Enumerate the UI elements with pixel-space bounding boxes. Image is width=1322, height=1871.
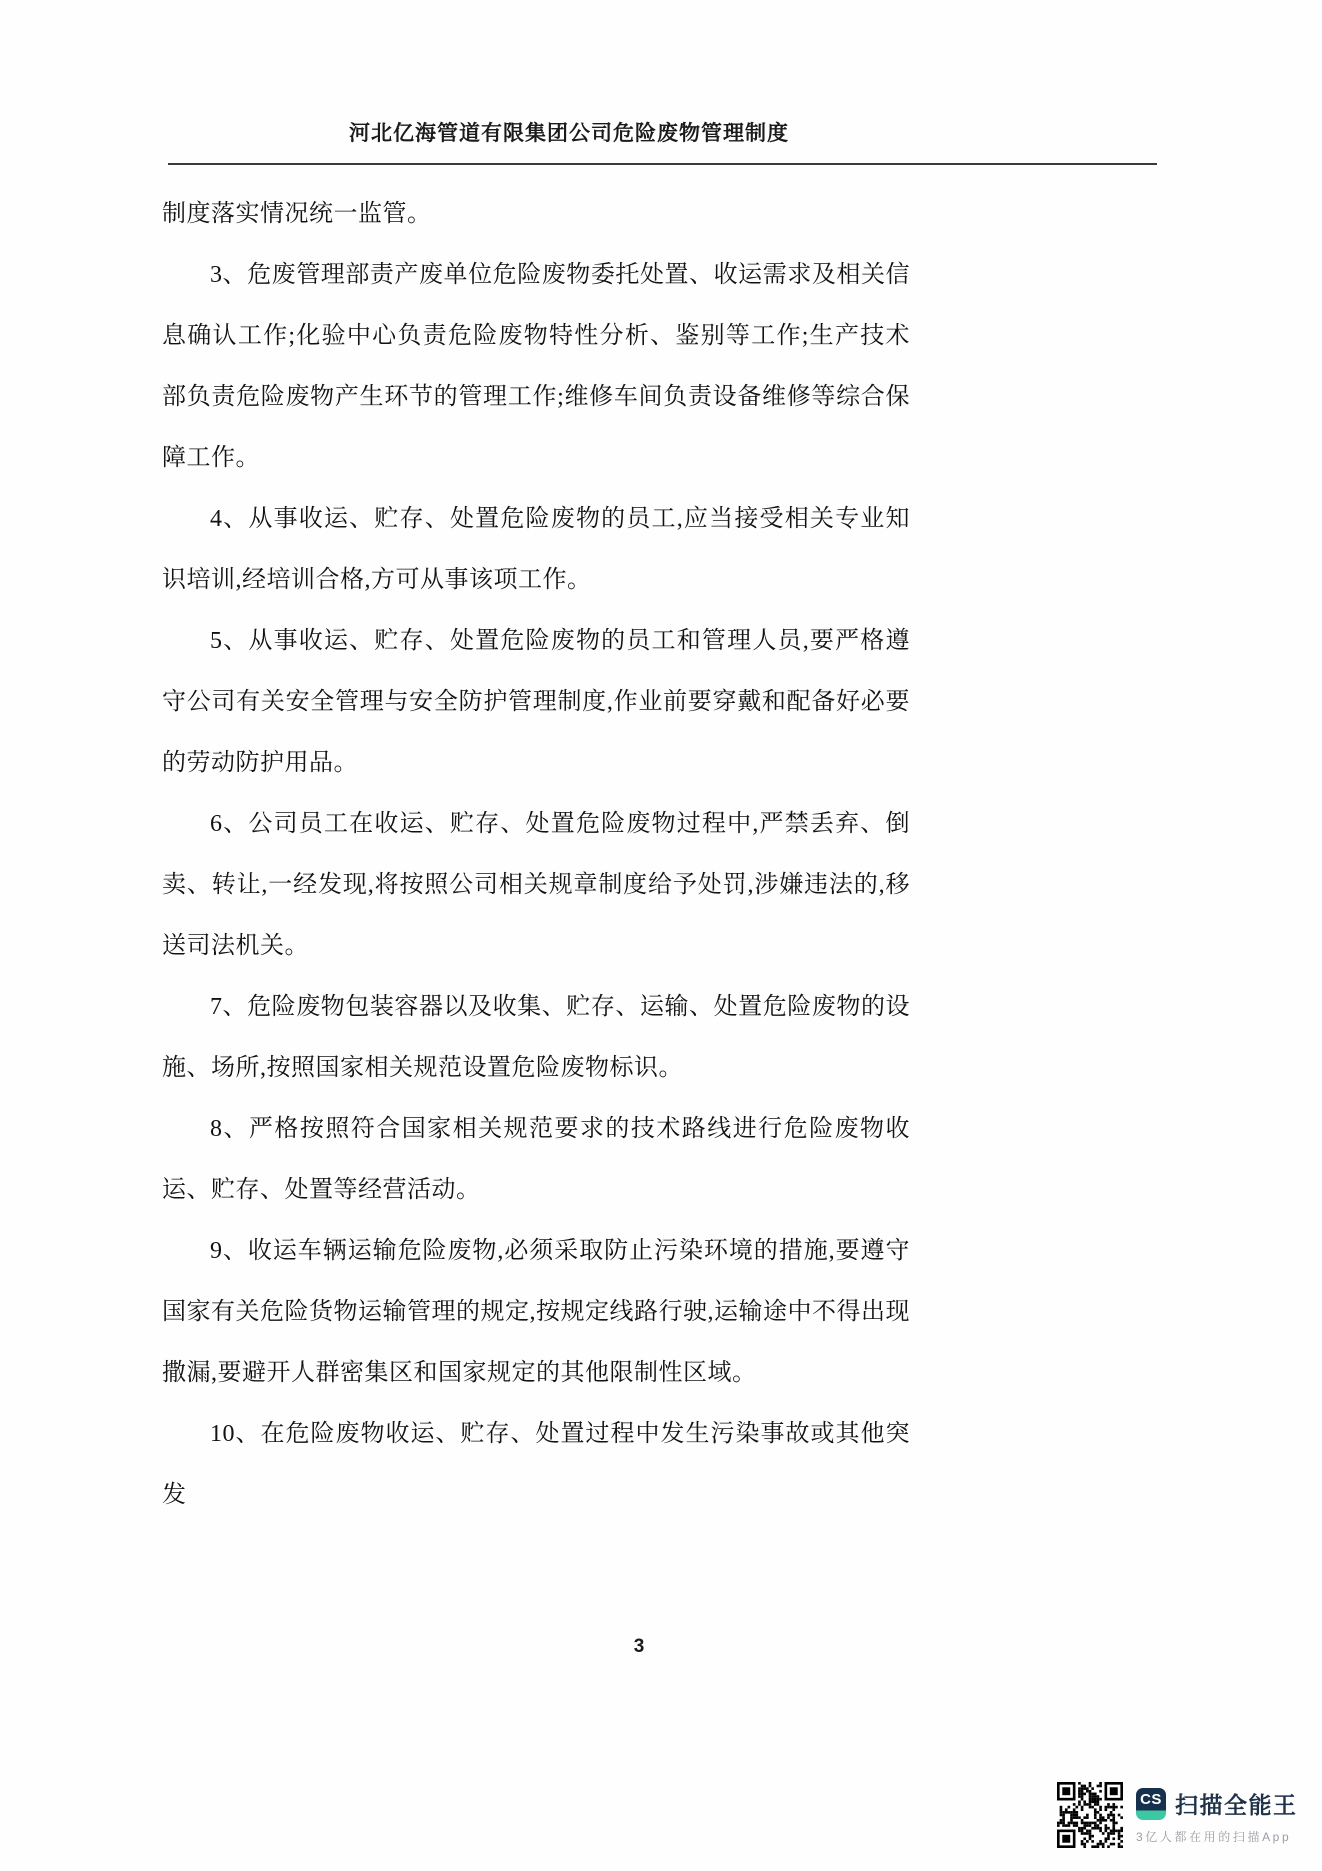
header-title: 河北亿海管道有限集团公司危险废物管理制度 [349,121,789,145]
paragraph-item-4: 4、从事收运、贮存、处置危险废物的员工,应当接受相关专业知识培训,经培训合格,方可从事该项工作。 [162,506,910,593]
paragraph-item-10: 10、在危险废物收运、贮存、处置过程中发生污染事故或其他突发 [162,1421,910,1508]
paragraph-item-6: 6、公司员工在收运、贮存、处置危险废物过程中,严禁丢弃、倒卖、转让,一经发现,将按照公司相关规章制度给予处罚,涉嫌违法的,移送司法机关。 [162,811,910,959]
page-number: 3 [633,1636,645,1657]
camscanner-logo-text: CS [1140,1790,1162,1808]
document-body [162,184,910,1526]
camscanner-app-name: 扫描全能王 [1175,1792,1298,1818]
paragraph-item-5: 5、从事收运、贮存、处置危险废物的员工和管理人员,要严格遵守公司有关安全管理与安全防护管理制度,作业前要穿戴和配备好必要的劳动防护用品。 [162,628,910,776]
camscanner-branding [1136,1782,1298,1845]
camscanner-watermark [1057,1782,1298,1848]
paragraph-continuation: 制度落实情况统一监管。 [162,201,432,227]
camscanner-logo-icon [1136,1788,1166,1820]
paragraph-item-3: 3、危废管理部责产废单位危险废物委托处置、收运需求及相关信息确认工作;化验中心负责危险废物特性分析、鉴别等工作;生产技术部负责危险废物产生环节的管理工作;维修车间负责设备维修等综合保障工作。 [162,262,910,471]
qr-code-icon [1057,1782,1123,1848]
paragraph-item-7: 7、危险废物包装容器以及收集、贮存、运输、处置危险废物的设施、场所,按照国家相关规范设置危险废物标识。 [162,994,910,1081]
paragraph-item-8: 8、严格按照符合国家相关规范要求的技术路线进行危险废物收运、贮存、处置等经营活动。 [162,1116,910,1203]
camscanner-tagline: 3亿人都在用的扫描App [1136,1830,1292,1844]
paragraph-item-9: 9、收运车辆运输危险废物,必须采取防止污染环境的措施,要遵守国家有关危险货物运输管理的规定,按规定线路行驶,运输途中不得出现撒漏,要避开人群密集区和国家规定的其他限制性区域。 [162,1238,910,1386]
header-rule [168,163,1157,165]
